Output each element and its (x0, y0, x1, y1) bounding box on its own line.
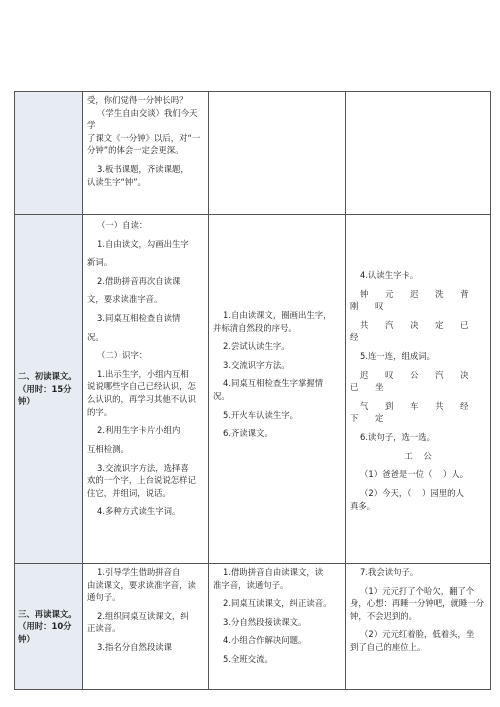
text-line: 4.多种方式读生字词。 (97, 506, 181, 517)
text-line: 6.齐读课文。 (223, 428, 273, 439)
text-line: （一）自读： (97, 220, 148, 230)
exercise-cell (346, 564, 491, 690)
text-line: 住它，并组词，说话。 (87, 487, 171, 498)
text-line: 真多。 (350, 500, 376, 511)
text-line: （二）识字： (97, 350, 148, 361)
text-line: 正读音。 (87, 623, 121, 634)
text-line: 欢的一个字，上台说说怎样记 (87, 475, 196, 486)
text-line: 到了自己的座位上。 (350, 642, 426, 653)
stage-label: 二、初读课文。（用时：15分钟） (18, 371, 77, 407)
text-line: 并标清自然段的序号。 (213, 322, 297, 333)
text-line: 分钟”的体会一定会更深。 (87, 145, 184, 156)
text-line: 通句子。 (87, 592, 121, 603)
character-row: 共 汽 决 定 已 经 (350, 319, 486, 343)
lesson-plan-table (14, 91, 491, 690)
text-line: 7.我会读句子。 (360, 567, 419, 577)
teacher-activity-cell (83, 564, 209, 690)
text-line: 1.出示生字，小组内互相 (97, 368, 189, 379)
text-line: （学生自由交谈）我们今天学 (87, 107, 198, 131)
text-line: 互相检测。 (87, 443, 129, 454)
text-line: 况。 (213, 391, 230, 402)
text-line: 身，心想：再睡一分钟吧，就睡一分 (350, 598, 484, 609)
text-line: （1）元元打了个哈欠，翻了个 (360, 585, 475, 596)
text-line: 新词。 (87, 257, 113, 268)
text-line: 3.指名分自然段读课 (97, 642, 172, 653)
text-line: 说说哪些字自己已经认识，怎 (87, 381, 196, 392)
text-line: （2）元元红着脸，低着头，坐 (360, 629, 475, 640)
character-row: 迟 叹 公 汽 决 已 坐 (350, 369, 486, 393)
text-line: 4.同桌互相检查生字掌握情 (223, 378, 324, 389)
teacher-activity-cell (83, 215, 209, 564)
character-row: 钟 元 迟 洗 背 刚 叹 (350, 288, 486, 312)
text-line: 准字音，读通句子。 (213, 579, 289, 590)
text-line: 3.板书课题，齐读课题， (97, 164, 189, 175)
text-line: 2.借助拼音再次自读课 (97, 275, 181, 286)
stage-cell (15, 564, 83, 690)
text-line: 1.引导学生借助拼音自 (97, 567, 181, 577)
stage-cell-empty (15, 92, 83, 215)
text-line: 的字。 (87, 406, 113, 417)
text-line: 1.借助拼音自由读课文，读 (223, 567, 324, 577)
text-line: 2.同桌互读课文，纠正读音。 (223, 598, 332, 609)
text-line: （2）今天，（ ）园里的人 (360, 487, 464, 498)
teacher-activity-cell (83, 92, 209, 215)
text-line: 2.尝试认读生字。 (223, 341, 290, 352)
text-line: 1.自由读课文，圈画出生字， (223, 310, 332, 320)
text-line: 由读课文，要求读准字音，读 (87, 579, 196, 590)
text-line: 1.自由读文，勾画出生字 (97, 238, 189, 249)
text-line: 4.认读生字卡。 (360, 270, 419, 280)
text-line: 了课文《一分钟》以后，对“一 (87, 132, 201, 143)
text-line: 钟，不会迟到的。 (350, 610, 417, 621)
text-line: 5.连一连，组成词。 (360, 351, 435, 362)
text-line: 文，要求读准字音。 (87, 294, 163, 305)
text-line: 3.同桌互相检查自读情 (97, 313, 181, 324)
text-line: 3.分自然段接读课文。 (223, 616, 307, 627)
text-line: 么认识的，再学习其他不认识 (87, 394, 196, 405)
exercise-cell (346, 92, 491, 215)
table-row-second-reading (15, 564, 491, 690)
text-line: 5.全班交流。 (223, 654, 273, 665)
text-line: 认读生字“钟”。 (87, 176, 146, 187)
stage-cell (15, 215, 83, 564)
table-row-first-reading (15, 215, 491, 564)
student-activity-cell (209, 564, 346, 690)
student-activity-cell (209, 215, 346, 564)
text-line: 2.组织同桌互读课文，纠 (97, 610, 189, 621)
text-line: 3.交流识字方法。 (223, 359, 290, 370)
text-line: 况。 (87, 331, 104, 342)
table-row-intro (15, 92, 491, 215)
text-line: 4.小组合作解决问题。 (223, 635, 307, 646)
text-line: 3.交流识字方法，选择喜 (97, 462, 189, 473)
student-activity-cell (209, 92, 346, 215)
stage-label: 三、再读课文。（用时：10分钟） (18, 608, 77, 644)
exercise-cell (346, 215, 491, 564)
text-line: （1）爸爸是一位（ ）人。 (360, 469, 469, 480)
character-row: 气 到 车 共 经 下 定 (350, 400, 486, 424)
text-line: 2.利用生字卡片小组内 (97, 425, 181, 436)
text-line: 受，你们觉得一分钟长吗？ (87, 95, 188, 105)
text-line: 6.读句子，选一选。 (360, 432, 435, 443)
text-line: 5.开火车认读生字。 (223, 409, 298, 420)
choice-words: 工 公 (404, 450, 432, 461)
